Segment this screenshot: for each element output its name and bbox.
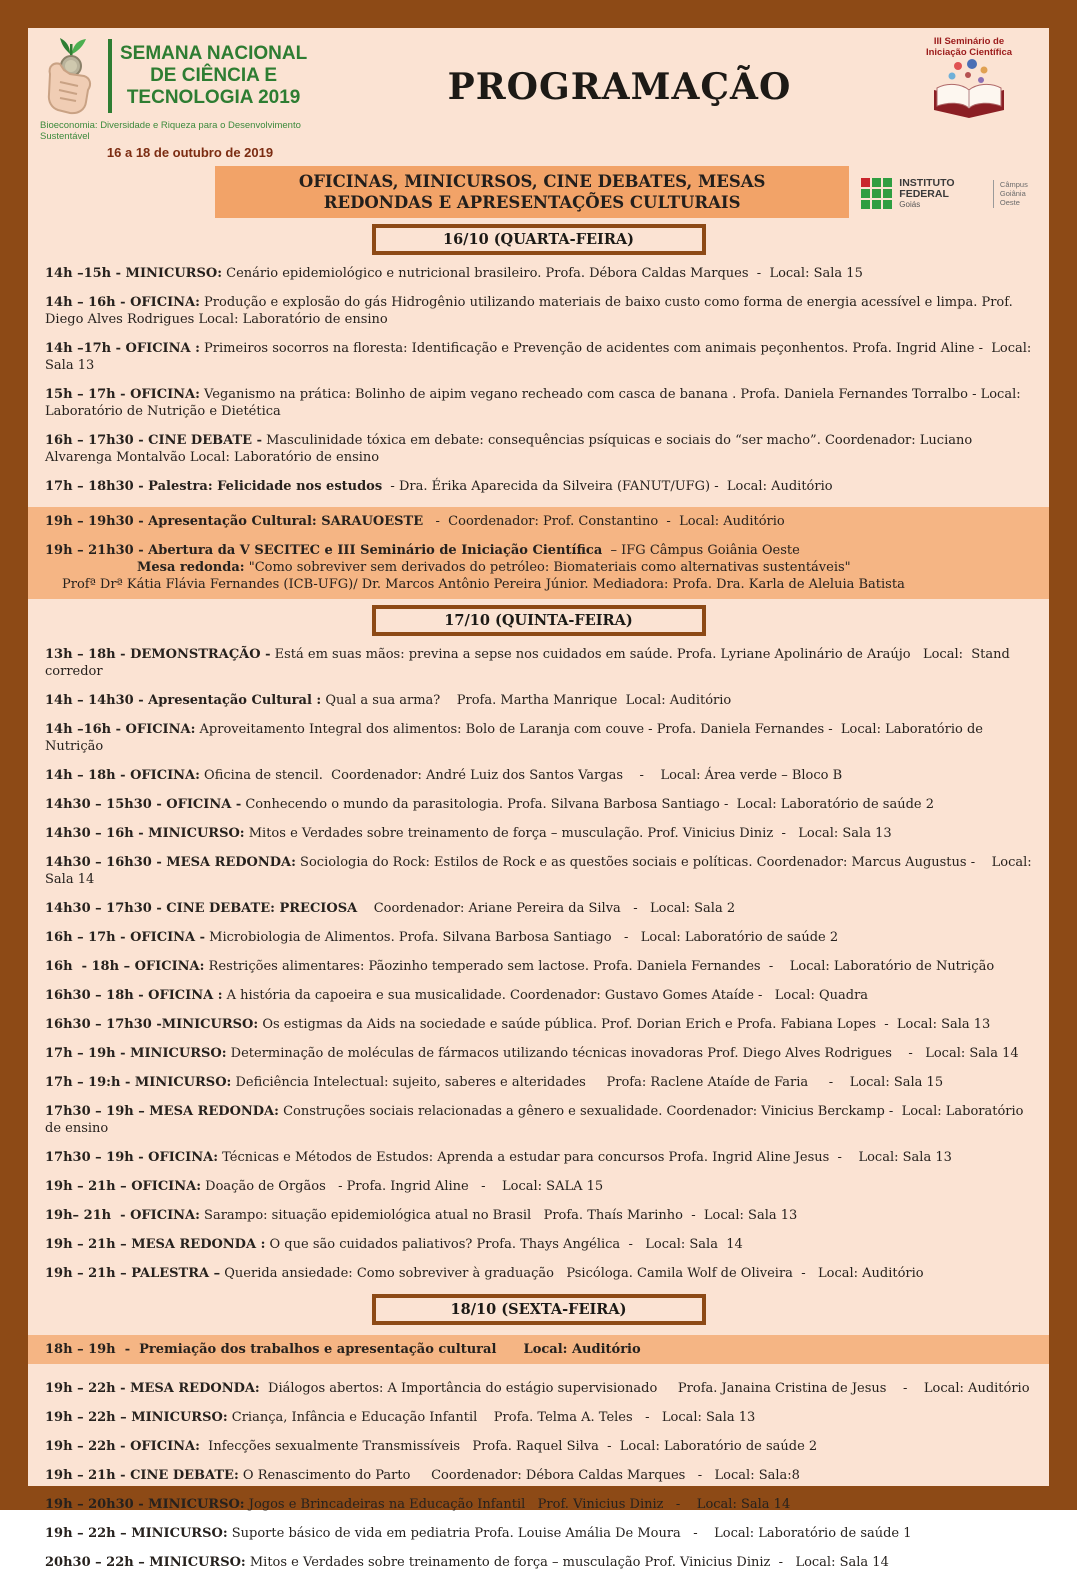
if-squares-icon bbox=[861, 178, 892, 209]
event-row bbox=[45, 1103, 1041, 1137]
brand-divider bbox=[108, 39, 112, 113]
event-line: 17h30 – 19h - OFICINA: Técnicas e Métodos de Estudos: Aprenda a estudar para concursos Profa. Ingrid Aline Jesus - Local: Sala 13 bbox=[45, 1150, 952, 1165]
hand-plant-icon bbox=[40, 36, 102, 116]
event-line: 16h30 – 17h30 -MINICURSO: Os estigmas da Aids na sociedade e saúde pública. Prof. Dorian Erich e Profa. Fabiana Lopes - Local: Sala 13 bbox=[45, 1017, 991, 1032]
event-row bbox=[45, 1380, 1041, 1397]
schedule-sections bbox=[28, 224, 1049, 1571]
event-row bbox=[45, 767, 1041, 784]
event-row bbox=[45, 1045, 1041, 1062]
if-name-text: INSTITUTO FEDERAL bbox=[899, 177, 955, 200]
event-line: Mesa redonda: "Como sobreviver sem derivados do petróleo: Biomateriais como alternativas sustentáveis" bbox=[137, 560, 851, 575]
event-line: 19h – 22h – MINICURSO: Suporte básico de vida em pediatria Profa. Louise Amália De Moura - Local: Laboratório de saúde 1 bbox=[45, 1526, 912, 1541]
if-campus-line2: Goiânia Oeste bbox=[999, 189, 1026, 207]
day-header: 18/10 (SEXTA-FEIRA) bbox=[372, 1294, 706, 1325]
event-row bbox=[45, 386, 1041, 420]
event-row bbox=[45, 478, 1041, 495]
event-line: 14h –17h - OFICINA : Primeiros socorros na floresta: Identificação e Prevenção de acidentes com animais peçonhentos. Profa. Ingrid Aline - Local: Sala 13 bbox=[45, 341, 1036, 373]
event-line: 19h – 22h – MINICURSO: Criança, Infância e Educação Infantil Profa. Telma A. Teles - Local: Sala 13 bbox=[45, 1410, 756, 1425]
event-line: 14h – 18h - OFICINA: Oficina de stencil. Coordenador: André Luiz dos Santos Vargas - Local: Área verde – Bloco B bbox=[45, 768, 843, 783]
event-row bbox=[45, 1265, 1041, 1282]
day-header: 17/10 (QUINTA-FEIRA) bbox=[372, 605, 706, 636]
page-title: PROGRAMAÇÃO bbox=[447, 66, 792, 108]
event-row bbox=[45, 1438, 1041, 1455]
event-row bbox=[45, 825, 1041, 842]
event-line: 14h – 14h30 - Apresentação Cultural : Qual a sua arma? Profa. Martha Manrique Local: Auditório bbox=[45, 693, 732, 708]
event-row-highlighted bbox=[28, 507, 1049, 536]
instituto-federal-logo bbox=[861, 166, 1039, 209]
event-line: 19h – 22h - OFICINA: Infecções sexualmente Transmissíveis Profa. Raquel Silva - Local: Laboratório de saúde 2 bbox=[45, 1439, 818, 1454]
open-book-icon bbox=[899, 58, 1039, 120]
program-banner: OFICINAS, MINICURSOS, CINE DEBATES, MESAS REDONDAS E APRESENTAÇÕES CULTURAIS bbox=[215, 166, 849, 218]
event-line: 19h– 21h - OFICINA: Sarampo: situação epidemiológica atual no Brasil Profa. Thaís Marinho - Local: Sala 13 bbox=[45, 1208, 798, 1223]
event-line: 19h – 21h - CINE DEBATE: O Renascimento do Parto Coordenador: Débora Caldas Marques - Local: Sala:8 bbox=[45, 1468, 800, 1483]
event-row bbox=[45, 1207, 1041, 1224]
brand-title-line3: TECNOLOGIA 2019 bbox=[126, 87, 301, 108]
event-line: 16h – 17h30 - CINE DEBATE - Masculinidade tóxica em debate: consequências psíquicas e sociais do “ser macho”. Coordenador: Luciano Alvarenga Montalvão Local: Laboratório de ensino bbox=[45, 433, 977, 465]
event-line: 19h – 22h - MESA REDONDA: Diálogos abertos: A Importância do estágio supervisionado Profa. Janaina Cristina de Jesus - Local: Auditório bbox=[45, 1381, 1030, 1396]
event-row bbox=[45, 1525, 1041, 1542]
event-row bbox=[45, 1178, 1041, 1195]
seminar-badge bbox=[899, 36, 1039, 120]
event-line: 16h30 – 18h - OFICINA : A história da capoeira e sua musicalidade. Coordenador: Gustavo Gomes Ataíde - Local: Quadra bbox=[45, 988, 869, 1003]
header bbox=[28, 28, 1049, 160]
event-line: 19h – 19h30 - Apresentação Cultural: SARAUOESTE - Coordenador: Prof. Constantino - Local: Auditório bbox=[45, 514, 785, 529]
event-row-highlighted bbox=[28, 536, 1049, 599]
seminar-badge-line1: III Seminário de bbox=[933, 36, 1005, 47]
event-row bbox=[45, 929, 1041, 946]
event-row bbox=[45, 340, 1041, 374]
event-line: 19h – 21h – MESA REDONDA : O que são cuidados paliativos? Profa. Thays Angélica - Local: Sala 14 bbox=[45, 1237, 743, 1252]
event-line: 16h – 17h - OFICINA - Microbiologia de Alimentos. Profa. Silvana Barbosa Santiago - Local: Laboratório de saúde 2 bbox=[45, 930, 839, 945]
event-row-highlighted bbox=[28, 1335, 1049, 1364]
event-line: 19h – 21h30 - Abertura da V SECITEC e III Seminário de Iniciação Científica – IFG Câmpus Goiânia Oeste bbox=[45, 543, 800, 558]
event-row bbox=[45, 432, 1041, 466]
event-row bbox=[45, 1016, 1041, 1033]
event-row bbox=[45, 987, 1041, 1004]
day-header: 16/10 (QUARTA-FEIRA) bbox=[372, 224, 706, 255]
event-row bbox=[45, 721, 1041, 755]
brand-title-line1: SEMANA NACIONAL bbox=[120, 43, 308, 64]
if-name bbox=[899, 178, 987, 209]
event-line: 15h – 17h - OFICINA: Veganismo na prática: Bolinho de aipim vegano recheado com casca de banana . Profa. Daniela Fernandes Torralbo - Local: Laboratório de Nutrição e Dietética bbox=[45, 387, 1025, 419]
event-row bbox=[45, 646, 1041, 680]
event-row bbox=[45, 294, 1041, 328]
event-dates: 16 a 18 de outubro de 2019 bbox=[106, 145, 274, 160]
banner-row bbox=[215, 166, 1039, 218]
brand-tagline: Bioeconomia: Diversidade e Riqueza para o Desenvolvimento Sustentável bbox=[40, 120, 301, 142]
snct-logo bbox=[40, 36, 340, 160]
event-row bbox=[45, 1496, 1041, 1513]
event-line: 14h30 – 16h30 - MESA REDONDA: Sociologia do Rock: Estilos de Rock e as questões sociais e políticas. Coordenador: Marcus Augustus - Local: Sala 14 bbox=[45, 855, 1036, 887]
event-row bbox=[45, 1409, 1041, 1426]
if-divider bbox=[993, 180, 994, 208]
event-line: 14h –15h - MINICURSO: Cenário epidemiológico e nutricional brasileiro. Profa. Débora Caldas Marques - Local: Sala 15 bbox=[45, 266, 863, 281]
event-row bbox=[45, 1074, 1041, 1091]
event-line: 14h30 – 15h30 - OFICINA - Conhecendo o mundo da parasitologia. Profa. Silvana Barbosa Santiago - Local: Laboratório de saúde 2 bbox=[45, 797, 935, 812]
poster-sheet bbox=[28, 28, 1049, 1570]
event-line: 19h – 20h30 - MINICURSO: Jogos e Brincadeiras na Educação Infantil Prof. Vinicius Diniz - Local: Sala 14 bbox=[45, 1497, 791, 1512]
event-line: 17h – 19h - MINICURSO: Determinação de moléculas de fármacos utilizando técnicas inovadoras Prof. Diego Alves Rodrigues - Local: Sala 14 bbox=[45, 1046, 1019, 1061]
event-row bbox=[45, 1554, 1041, 1571]
event-line: 20h30 – 22h – MINICURSO: Mitos e Verdades sobre treinamento de força – musculação Prof. Vinicius Diniz - Local: Sala 14 bbox=[45, 1555, 889, 1570]
if-campus-line1: Câmpus bbox=[999, 180, 1028, 189]
event-row bbox=[45, 692, 1041, 709]
event-row bbox=[45, 1467, 1041, 1484]
event-row bbox=[45, 1236, 1041, 1253]
event-row bbox=[45, 265, 1041, 282]
brand-title bbox=[120, 43, 307, 109]
event-row bbox=[45, 796, 1041, 813]
event-line: 19h – 21h – OFICINA: Doação de Orgãos - Profa. Ingrid Aline - Local: SALA 15 bbox=[45, 1179, 604, 1194]
seminar-badge-line2: Iniciação Científica bbox=[925, 47, 1013, 58]
if-campus bbox=[1000, 180, 1039, 207]
event-row bbox=[45, 854, 1041, 888]
event-row bbox=[45, 1149, 1041, 1166]
event-line: 19h – 21h – PALESTRA – Querida ansiedade: Como sobreviver à graduação Psicóloga. Camila Wolf de Oliveira - Local: Auditório bbox=[45, 1266, 924, 1281]
event-line: 16h - 18h – OFICINA: Restrições alimentares: Pãozinho temperado sem lactose. Profa. Daniela Fernandes - Local: Laboratório de Nutrição bbox=[45, 959, 995, 974]
event-line: 13h – 18h - DEMONSTRAÇÃO - Está em suas mãos: previna a sepse nos cuidados em saúde. Profa. Lyriane Apolinário de Araújo Local: Stand corredor bbox=[45, 647, 1019, 679]
event-row bbox=[45, 958, 1041, 975]
event-line: 14h30 – 17h30 - CINE DEBATE: PRECIOSA Coordenador: Ariane Pereira da Silva - Local: Sala 2 bbox=[45, 901, 736, 916]
event-line: 17h30 – 19h – MESA REDONDA: Construções sociais relacionadas a gênero e sexualidade. Coordenador: Vinicius Berckamp - Local: Laboratório de ensino bbox=[45, 1104, 1028, 1136]
event-line: 17h – 18h30 - Palestra: Felicidade nos estudos - Dra. Érika Aparecida da Silveira (FANUT/UFG) - Local: Auditório bbox=[45, 479, 833, 494]
brand-title-line2: DE CIÊNCIA E bbox=[150, 65, 278, 86]
event-line: 14h –16h - OFICINA: Aproveitamento Integral dos alimentos: Bolo de Laranja com couve - Profa. Daniela Fernandes - Local: Laboratório de Nutrição bbox=[45, 722, 988, 754]
event-line: Profª Drª Kátia Flávia Fernandes (ICB-UFG)/ Dr. Marcos Antônio Pereira Júnior. Mediadora: Profa. Dra. Karla de Aleluia Batista bbox=[62, 577, 905, 592]
event-line: 14h30 – 16h - MINICURSO: Mitos e Verdades sobre treinamento de força – musculação. Prof. Vinicius Diniz - Local: Sala 13 bbox=[45, 826, 892, 841]
event-line: 14h – 16h - OFICINA: Produção e explosão do gás Hidrogênio utilizando materiais de baixo custo como forma de energia acessível e limpa. Prof. Diego Alves Rodrigues Local: Laboratório de ensino bbox=[45, 295, 1017, 327]
if-state-text: Goiás bbox=[899, 200, 921, 209]
event-line: 17h – 19:h - MINICURSO: Deficiência Intelectual: sujeito, saberes e alteridades Profa: Raclene Ataíde de Faria - Local: Sala 15 bbox=[45, 1075, 944, 1090]
event-line: 18h – 19h - Premiação dos trabalhos e apresentação cultural Local: Auditório bbox=[45, 1342, 641, 1357]
event-row bbox=[45, 900, 1041, 917]
